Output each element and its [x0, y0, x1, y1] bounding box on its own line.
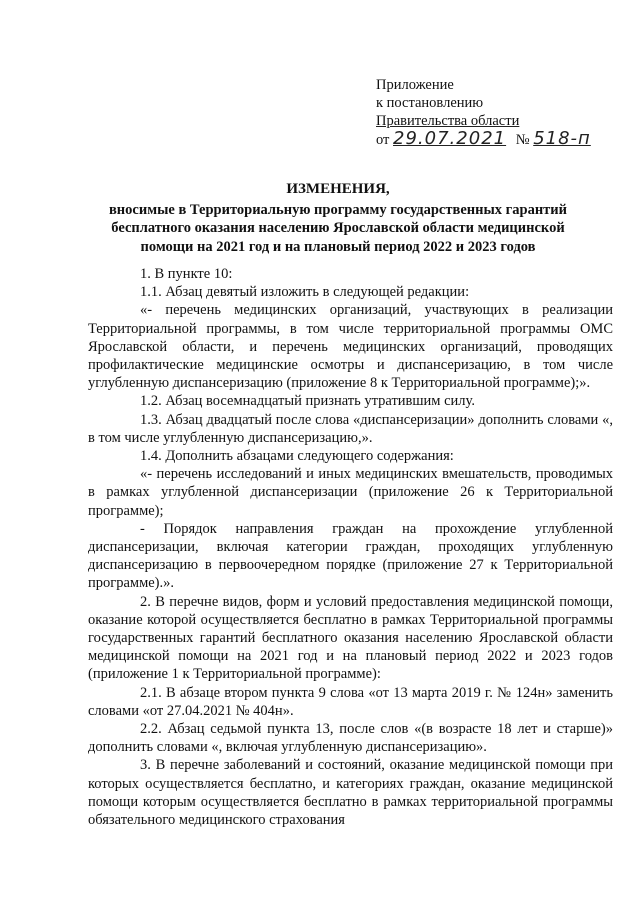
paragraph: 1.1. Абзац девятый изложить в следующей редакции: — [140, 284, 470, 301]
document-title: ИЗМЕНЕНИЯ, — [286, 181, 390, 197]
handwritten-date: 29.07.2021 — [393, 128, 507, 149]
approval-date-number-line — [376, 130, 616, 152]
approval-line-2: к постановлению — [376, 95, 484, 111]
approval-block — [376, 76, 616, 152]
number-prefix: № — [515, 132, 530, 148]
paragraph: «- перечень медицинских организаций, участвующих в реализации Территориальной программы, в том числе территориальной программы ОМС Ярославской области, и перечень медицинских организаций, проводящих профилактические медицинские осмотры и диспансеризацию, в том числе углубленную диспансеризацию (приложение 8 к Территориальной программе);». — [88, 302, 613, 392]
document-title-block — [88, 180, 588, 256]
paragraph: 3. В перечне заболеваний и состояний, оказание медицинской помощи при которых осуществляется бесплатно, и категориях граждан, оказание медицинской помощи которым осуществляется бесплатно в рамках территориальной программы обязательного медицинского страхования — [88, 757, 613, 829]
date-prefix: от — [376, 132, 390, 148]
paragraph: 1.4. Дополнить абзацами следующего содержания: — [140, 448, 454, 465]
approval-line-3: Правительства области — [376, 113, 520, 129]
handwritten-number: 518-п — [533, 128, 591, 149]
paragraph: «- перечень исследований и иных медицинских вмешательств, проводимых в рамках углубленной диспансеризации (приложение 26 к Территориальной программе); — [88, 466, 613, 519]
document-subtitle: вносимые в Территориальную программу государственных гарантий бесплатного оказания населению Ярославской области медицинской помощи на 2021 год и на плановый период 2022 и 2023 годов — [108, 201, 568, 255]
paragraph: 1.2. Абзац восемнадцатый признать утратившим силу. — [140, 393, 475, 410]
paragraph: 2. В перечне видов, форм и условий предоставления медицинской помощи, оказание которой осуществляется бесплатно в рамках Территориальной программы государственных гарантий бесплатного оказания населению Ярославской области медицинской помощи на 2021 год и на плановый период 2022 и 2023 годов (приложение 1 к Территориальной программе): — [88, 593, 613, 683]
paragraph: 2.1. В абзаце втором пункта 9 слова «от 13 марта 2019 г. № 124н» заменить словами «от 27.04.2021 № 404н». — [88, 684, 613, 719]
paragraph: 1.3. Абзац двадцатый после слова «диспансеризации» дополнить словами «, в том числе углубленную диспансеризацию,». — [88, 411, 613, 446]
paragraph: 2.2. Абзац седьмой пункта 13, после слов «(в возрасте 18 лет и старше)» дополнить словами «, включая углубленную диспансеризацию». — [88, 721, 613, 756]
document-body — [88, 265, 613, 829]
paragraph: - Порядок направления граждан на прохождение углубленной диспансеризации, включая категории граждан, проходящих углубленную диспансеризацию в первоочередном порядке (приложение 27 к Территориальной программе).». — [88, 520, 613, 592]
paragraph: 1. В пункте 10: — [140, 266, 233, 282]
approval-line-1: Приложение — [376, 77, 454, 93]
